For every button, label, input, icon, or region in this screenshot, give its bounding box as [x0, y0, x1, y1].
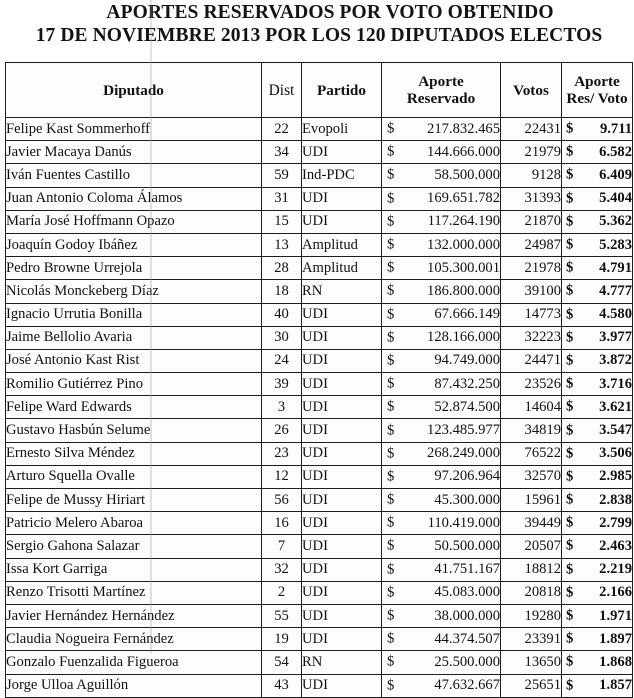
cell-aporte-reservado-value: 105.300.001	[427, 259, 500, 276]
currency-symbol: $	[387, 491, 395, 508]
table-row	[6, 164, 633, 187]
column-header-dist: Dist	[262, 63, 302, 118]
cell-partido: UDI	[302, 419, 382, 442]
cell-aporte-res-voto	[562, 326, 633, 349]
cell-aporte-res-voto	[562, 257, 633, 280]
cell-aporte-reservado	[382, 349, 501, 372]
cell-aporte-res-voto-value: 6.409	[599, 166, 632, 183]
cell-aporte-reservado-value: 52.874.500	[434, 398, 500, 415]
cell-aporte-res-voto	[562, 349, 633, 372]
cell-aporte-reservado-value: 58.500.000	[434, 166, 500, 183]
cell-aporte-res-voto	[562, 535, 633, 558]
currency-symbol: $	[387, 375, 395, 392]
table-row	[6, 233, 633, 256]
table-row	[6, 257, 633, 280]
currency-symbol: $	[566, 630, 574, 647]
cell-aporte-reservado	[382, 257, 501, 280]
currency-symbol: $	[387, 561, 395, 578]
cell-dist: 16	[262, 512, 302, 535]
cell-aporte-reservado-value: 186.800.000	[427, 282, 500, 299]
cell-partido: UDI	[302, 628, 382, 651]
cell-aporte-res-voto	[562, 442, 633, 465]
table-container	[5, 62, 632, 698]
currency-symbol: $	[566, 329, 574, 346]
title-line-2: 17 DE NOVIEMBRE 2013 POR LOS 120 DIPUTADOS ELECTOS	[35, 25, 603, 46]
cell-votos: 14604	[501, 396, 562, 419]
table-row	[6, 118, 633, 141]
currency-symbol: $	[566, 282, 574, 299]
cell-diputado: Sergio Gahona Salazar	[6, 535, 262, 558]
currency-symbol: $	[387, 445, 395, 462]
cell-partido: RN	[302, 280, 382, 303]
cell-aporte-res-voto-value: 3.547	[599, 422, 632, 439]
cell-votos: 21979	[501, 141, 562, 164]
currency-symbol: $	[566, 143, 574, 160]
cell-aporte-reservado-value: 44.374.507	[434, 630, 500, 647]
cell-aporte-reservado	[382, 326, 501, 349]
cell-votos: 39449	[501, 512, 562, 535]
cell-dist: 32	[262, 558, 302, 581]
cell-votos: 18812	[501, 558, 562, 581]
cell-dist: 30	[262, 326, 302, 349]
cell-aporte-reservado-value: 67.666.149	[434, 306, 500, 323]
currency-symbol: $	[566, 445, 574, 462]
cell-aporte-reservado-value: 45.300.000	[434, 491, 500, 508]
cell-votos: 76522	[501, 442, 562, 465]
cell-aporte-res-voto-value: 4.777	[599, 282, 632, 299]
cell-aporte-reservado	[382, 373, 501, 396]
cell-aporte-res-voto	[562, 187, 633, 210]
currency-symbol: $	[566, 166, 574, 183]
cell-dist: 31	[262, 187, 302, 210]
cell-aporte-res-voto-value: 2.799	[599, 514, 632, 531]
cell-votos: 15961	[501, 489, 562, 512]
cell-diputado: Joaquín Godoy Ibáñez	[6, 233, 262, 256]
cell-aporte-reservado-value: 110.419.000	[427, 514, 500, 531]
cell-dist: 7	[262, 535, 302, 558]
currency-symbol: $	[566, 653, 574, 670]
cell-diputado: Ignacio Urrutia Bonilla	[6, 303, 262, 326]
cell-dist: 34	[262, 141, 302, 164]
table-row	[6, 396, 633, 419]
currency-symbol: $	[387, 607, 395, 624]
cell-diputado: Felipe de Mussy Hiriart	[6, 489, 262, 512]
cell-aporte-reservado	[382, 465, 501, 488]
cell-partido: UDI	[302, 535, 382, 558]
cell-dist: 40	[262, 303, 302, 326]
cell-dist: 24	[262, 349, 302, 372]
cell-aporte-res-voto	[562, 373, 633, 396]
table-row	[6, 373, 633, 396]
table-row	[6, 489, 633, 512]
cell-aporte-res-voto	[562, 628, 633, 651]
cell-aporte-res-voto-value: 3.977	[599, 329, 632, 346]
currency-symbol: $	[566, 190, 574, 207]
currency-symbol: $	[387, 422, 395, 439]
cell-aporte-res-voto-value: 1.857	[599, 677, 632, 694]
cell-aporte-res-voto	[562, 489, 633, 512]
currency-symbol: $	[387, 653, 395, 670]
table-row	[6, 303, 633, 326]
cell-aporte-reservado-value: 132.000.000	[427, 236, 500, 253]
table-header-row	[6, 63, 633, 118]
cell-aporte-reservado-value: 268.249.000	[427, 445, 500, 462]
currency-symbol: $	[387, 352, 395, 369]
cell-aporte-res-voto	[562, 303, 633, 326]
cell-votos: 9128	[501, 164, 562, 187]
cell-partido: UDI	[302, 512, 382, 535]
cell-diputado: Javier Macaya Danús	[6, 141, 262, 164]
cell-aporte-reservado	[382, 280, 501, 303]
cell-partido: UDI	[302, 349, 382, 372]
currency-symbol: $	[387, 329, 395, 346]
currency-symbol: $	[566, 120, 574, 137]
cell-aporte-res-voto-value: 5.362	[599, 213, 632, 230]
currency-symbol: $	[387, 282, 395, 299]
cell-diputado: Pedro Browne Urrejola	[6, 257, 262, 280]
currency-symbol: $	[566, 677, 574, 694]
cell-partido: UDI	[302, 303, 382, 326]
cell-aporte-reservado-value: 47.632.667	[434, 677, 500, 694]
cell-aporte-res-voto-value: 4.791	[599, 259, 632, 276]
cell-partido: Amplitud	[302, 257, 382, 280]
cell-votos: 31393	[501, 187, 562, 210]
currency-symbol: $	[387, 584, 395, 601]
cell-aporte-reservado	[382, 442, 501, 465]
table-row	[6, 465, 633, 488]
cell-aporte-reservado	[382, 141, 501, 164]
cell-partido: UDI	[302, 674, 382, 697]
currency-symbol: $	[387, 468, 395, 485]
cell-partido: Ind-PDC	[302, 164, 382, 187]
cell-aporte-reservado	[382, 187, 501, 210]
cell-partido: UDI	[302, 489, 382, 512]
cell-aporte-reservado-value: 123.485.977	[427, 422, 500, 439]
cell-diputado: Iván Fuentes Castillo	[6, 164, 262, 187]
table-row	[6, 674, 633, 697]
cell-aporte-res-voto	[562, 581, 633, 604]
cell-partido: UDI	[302, 442, 382, 465]
cell-aporte-res-voto	[562, 141, 633, 164]
currency-symbol: $	[566, 514, 574, 531]
cell-dist: 19	[262, 628, 302, 651]
cell-dist: 39	[262, 373, 302, 396]
column-header-diputado: Diputado	[6, 63, 262, 118]
cell-aporte-res-voto-value: 3.621	[599, 398, 632, 415]
cell-aporte-reservado	[382, 118, 501, 141]
cell-aporte-reservado	[382, 604, 501, 627]
document-title	[0, 0, 634, 47]
cell-aporte-res-voto-value: 6.582	[599, 143, 632, 160]
currency-symbol: $	[566, 491, 574, 508]
cell-votos: 23391	[501, 628, 562, 651]
cell-aporte-reservado-value: 38.000.000	[434, 607, 500, 624]
cell-aporte-res-voto	[562, 280, 633, 303]
cell-dist: 26	[262, 419, 302, 442]
cell-aporte-res-voto-value: 2.166	[599, 584, 632, 601]
cell-diputado: Issa Kort Garriga	[6, 558, 262, 581]
cell-aporte-reservado-value: 45.083.000	[434, 584, 500, 601]
table-row	[6, 141, 633, 164]
cell-aporte-reservado	[382, 233, 501, 256]
cell-diputado: Jorge Ulloa Aguillón	[6, 674, 262, 697]
cell-votos: 19280	[501, 604, 562, 627]
cell-diputado: Romilio Gutiérrez Pino	[6, 373, 262, 396]
cell-aporte-res-voto-value: 3.506	[599, 445, 632, 462]
currency-symbol: $	[387, 630, 395, 647]
cell-votos: 21978	[501, 257, 562, 280]
cell-votos: 21870	[501, 210, 562, 233]
cell-dist: 55	[262, 604, 302, 627]
cell-votos: 23526	[501, 373, 562, 396]
cell-aporte-res-voto-value: 3.872	[599, 352, 632, 369]
table-row	[6, 581, 633, 604]
cell-diputado: José Antonio Kast Rist	[6, 349, 262, 372]
cell-aporte-res-voto-value: 2.985	[599, 468, 632, 485]
cell-aporte-reservado	[382, 651, 501, 674]
cell-partido: UDI	[302, 210, 382, 233]
cell-aporte-res-voto-value: 1.897	[599, 630, 632, 647]
column-header-aporte-reservado-line1: Aporte	[418, 73, 464, 90]
cell-aporte-reservado-value: 117.264.190	[427, 213, 500, 230]
column-header-aporte-reservado	[382, 63, 501, 118]
cell-aporte-reservado	[382, 581, 501, 604]
currency-symbol: $	[387, 259, 395, 276]
currency-symbol: $	[566, 306, 574, 323]
column-header-aporte-res-voto-line1: Aporte	[574, 73, 620, 90]
cell-diputado: Claudia Nogueira Fernández	[6, 628, 262, 651]
cell-diputado: Ernesto Silva Méndez	[6, 442, 262, 465]
currency-symbol: $	[566, 607, 574, 624]
currency-symbol: $	[566, 468, 574, 485]
cell-diputado: Gonzalo Fuenzalida Figueroa	[6, 651, 262, 674]
cell-dist: 23	[262, 442, 302, 465]
cell-aporte-res-voto-value: 5.404	[599, 190, 632, 207]
cell-dist: 54	[262, 651, 302, 674]
currency-symbol: $	[387, 166, 395, 183]
cell-diputado: Arturo Squella Ovalle	[6, 465, 262, 488]
cell-votos: 22431	[501, 118, 562, 141]
cell-aporte-reservado	[382, 558, 501, 581]
cell-diputado: Jaime Bellolio Avaria	[6, 326, 262, 349]
cell-votos: 24471	[501, 349, 562, 372]
cell-votos: 34819	[501, 419, 562, 442]
currency-symbol: $	[566, 213, 574, 230]
cell-aporte-reservado-value: 97.206.964	[434, 468, 500, 485]
cell-aporte-res-voto	[562, 604, 633, 627]
table-row	[6, 210, 633, 233]
currency-symbol: $	[566, 584, 574, 601]
cell-aporte-reservado-value: 169.651.782	[427, 190, 500, 207]
cell-aporte-reservado-value: 41.751.167	[434, 561, 500, 578]
currency-symbol: $	[566, 236, 574, 253]
cell-aporte-reservado	[382, 396, 501, 419]
cell-diputado: Nicolás Monckeberg Díaz	[6, 280, 262, 303]
cell-votos: 32570	[501, 465, 562, 488]
table-row	[6, 419, 633, 442]
cell-diputado: Felipe Ward Edwards	[6, 396, 262, 419]
currency-symbol: $	[387, 190, 395, 207]
cell-partido: UDI	[302, 465, 382, 488]
cell-aporte-res-voto-value: 2.219	[599, 561, 632, 578]
cell-diputado: María José Hoffmann Opazo	[6, 210, 262, 233]
cell-diputado: Felipe Kast Sommerhoff	[6, 118, 262, 141]
cell-aporte-res-voto	[562, 210, 633, 233]
cell-aporte-reservado-value: 25.500.000	[434, 653, 500, 670]
currency-symbol: $	[387, 514, 395, 531]
cell-aporte-res-voto-value: 2.838	[599, 491, 632, 508]
cell-votos: 14773	[501, 303, 562, 326]
aportes-table	[5, 62, 633, 698]
cell-votos: 13650	[501, 651, 562, 674]
cell-partido: UDI	[302, 558, 382, 581]
cell-votos: 32223	[501, 326, 562, 349]
column-header-partido: Partido	[302, 63, 382, 118]
currency-symbol: $	[387, 213, 395, 230]
currency-symbol: $	[387, 143, 395, 160]
cell-dist: 18	[262, 280, 302, 303]
cell-aporte-reservado	[382, 303, 501, 326]
cell-partido: UDI	[302, 396, 382, 419]
column-header-aporte-reservado-line2: Reservado	[406, 90, 476, 107]
cell-aporte-reservado-value: 94.749.000	[434, 352, 500, 369]
cell-diputado: Gustavo Hasbún Selume	[6, 419, 262, 442]
cell-diputado: Juan Antonio Coloma Álamos	[6, 187, 262, 210]
table-row	[6, 604, 633, 627]
currency-symbol: $	[387, 236, 395, 253]
column-header-aporte-res-voto-line2: Res/ Voto	[566, 90, 628, 107]
cell-aporte-reservado	[382, 535, 501, 558]
cell-aporte-reservado-value: 128.166.000	[427, 329, 500, 346]
cell-diputado: Javier Hernández Hernández	[6, 604, 262, 627]
currency-symbol: $	[387, 537, 395, 554]
cell-partido: UDI	[302, 373, 382, 396]
cell-votos: 39100	[501, 280, 562, 303]
table-header	[6, 63, 633, 118]
cell-aporte-reservado-value: 217.832.465	[427, 120, 500, 137]
currency-symbol: $	[566, 537, 574, 554]
cell-aporte-reservado-value: 87.432.250	[434, 375, 500, 392]
cell-aporte-res-voto	[562, 118, 633, 141]
cell-aporte-res-voto-value: 4.580	[599, 306, 632, 323]
table-row	[6, 628, 633, 651]
cell-partido: UDI	[302, 326, 382, 349]
currency-symbol: $	[566, 352, 574, 369]
table-row	[6, 442, 633, 465]
column-header-aporte-res-voto	[562, 63, 633, 118]
cell-aporte-res-voto-value: 9.711	[599, 120, 632, 137]
currency-symbol: $	[387, 398, 395, 415]
cell-aporte-res-voto	[562, 164, 633, 187]
cell-aporte-reservado	[382, 674, 501, 697]
cell-aporte-res-voto	[562, 233, 633, 256]
cell-votos: 25651	[501, 674, 562, 697]
cell-aporte-reservado	[382, 489, 501, 512]
cell-diputado: Renzo Trisotti Martínez	[6, 581, 262, 604]
cell-partido: UDI	[302, 581, 382, 604]
cell-aporte-res-voto	[562, 465, 633, 488]
cell-aporte-res-voto-value: 5.283	[599, 236, 632, 253]
table-row	[6, 558, 633, 581]
currency-symbol: $	[387, 677, 395, 694]
title-line-1: APORTES RESERVADOS POR VOTO OBTENIDO	[106, 2, 554, 23]
cell-aporte-res-voto	[562, 512, 633, 535]
cell-aporte-res-voto	[562, 396, 633, 419]
cell-dist: 22	[262, 118, 302, 141]
currency-symbol: $	[566, 422, 574, 439]
currency-symbol: $	[566, 398, 574, 415]
table-row	[6, 512, 633, 535]
cell-votos: 20818	[501, 581, 562, 604]
cell-dist: 12	[262, 465, 302, 488]
cell-dist: 56	[262, 489, 302, 512]
cell-aporte-res-voto-value: 2.463	[599, 537, 632, 554]
cell-votos: 20507	[501, 535, 562, 558]
cell-aporte-reservado	[382, 512, 501, 535]
table-row	[6, 187, 633, 210]
table-row	[6, 326, 633, 349]
cell-dist: 3	[262, 396, 302, 419]
cell-aporte-res-voto	[562, 651, 633, 674]
cell-partido: Evopoli	[302, 118, 382, 141]
cell-partido: Amplitud	[302, 233, 382, 256]
cell-dist: 43	[262, 674, 302, 697]
cell-aporte-res-voto	[562, 674, 633, 697]
currency-symbol: $	[566, 561, 574, 578]
cell-aporte-reservado-value: 144.666.000	[427, 143, 500, 160]
table-row	[6, 535, 633, 558]
cell-dist: 2	[262, 581, 302, 604]
cell-partido: UDI	[302, 141, 382, 164]
cell-aporte-res-voto-value: 1.868	[599, 653, 632, 670]
currency-symbol: $	[566, 375, 574, 392]
cell-aporte-reservado	[382, 628, 501, 651]
cell-diputado: Patricio Melero Abaroa	[6, 512, 262, 535]
table-row	[6, 651, 633, 674]
cell-aporte-reservado-value: 50.500.000	[434, 537, 500, 554]
cell-dist: 59	[262, 164, 302, 187]
cell-aporte-reservado	[382, 164, 501, 187]
column-header-votos: Votos	[501, 63, 562, 118]
cell-dist: 28	[262, 257, 302, 280]
currency-symbol: $	[387, 306, 395, 323]
currency-symbol: $	[566, 259, 574, 276]
cell-dist: 15	[262, 210, 302, 233]
cell-aporte-res-voto	[562, 419, 633, 442]
cell-partido: UDI	[302, 187, 382, 210]
table-row	[6, 280, 633, 303]
cell-aporte-res-voto-value: 1.971	[599, 607, 632, 624]
cell-aporte-reservado	[382, 419, 501, 442]
cell-votos: 24987	[501, 233, 562, 256]
cell-partido: RN	[302, 651, 382, 674]
cell-partido: UDI	[302, 604, 382, 627]
currency-symbol: $	[387, 120, 395, 137]
table-body	[6, 118, 633, 698]
cell-aporte-res-voto	[562, 558, 633, 581]
cell-aporte-res-voto-value: 3.716	[599, 375, 632, 392]
table-row	[6, 349, 633, 372]
cell-aporte-reservado	[382, 210, 501, 233]
cell-dist: 13	[262, 233, 302, 256]
